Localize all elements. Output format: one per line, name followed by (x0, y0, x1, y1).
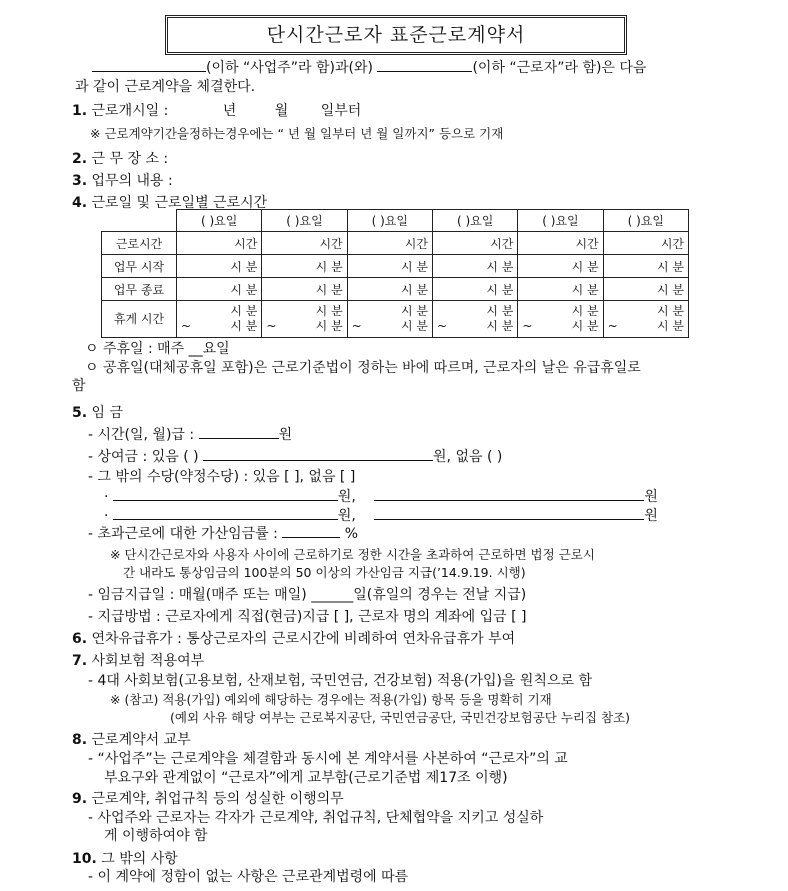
won-unit: 원, (337, 489, 356, 505)
day-header[interactable]: ( )요일 (518, 210, 603, 232)
break-cell[interactable] (347, 301, 432, 338)
section-label: 근로계약서 교부 (91, 732, 191, 748)
bonus-blank[interactable] (203, 447, 433, 461)
break-end: 시 분 (400, 319, 428, 333)
end-cell[interactable]: 시 분 (347, 278, 432, 301)
intro-line-1 (92, 57, 646, 77)
duty-line-2: 게 이행하여야 함 (104, 828, 208, 844)
section-3 (72, 170, 173, 190)
allowance-value-blank[interactable] (374, 487, 644, 501)
hours-cell[interactable]: 시간 (347, 232, 432, 255)
row-header: 휴게 시간 (102, 301, 177, 338)
break-end: 시 분 (315, 319, 343, 333)
hours-cell[interactable]: 시간 (177, 232, 262, 255)
year-unit: 년 (222, 103, 237, 119)
intro-worker-text: (이하 “근로자”라 함)은 다음 (472, 60, 647, 76)
delivery-line-1: - “사업주”는 근로계약을 체결함과 동시에 본 계약서를 사본하여 “근로자”의 교 (88, 751, 568, 767)
break-end: 시 분 (486, 319, 514, 333)
employer-blank[interactable] (92, 58, 206, 72)
section-1-note: ※ 근로계약기간을정하는경우에는 “ 년 월 일부터 년 월 일까지” 등으로 기재 (90, 126, 504, 141)
other-line-1: - 이 계약에 정함이 없는 사항은 근로관계법령에 따름 (88, 869, 409, 885)
work-schedule-table (101, 209, 689, 338)
table-row (102, 232, 689, 255)
section-number: 1. (72, 103, 88, 119)
section-9 (72, 788, 344, 808)
break-start: 시 분 (315, 304, 343, 318)
section-label: 근 무 장 소 : (91, 151, 169, 167)
break-cell[interactable] (177, 301, 262, 338)
break-start: 시 분 (486, 304, 514, 318)
payday-line: - 임금지급일 : 매월(매주 또는 매일) ______일(휴일의 경우는 전날 지급) (88, 587, 527, 603)
hours-cell[interactable]: 시간 (262, 232, 347, 255)
day-from: 일부터 (320, 103, 362, 119)
section-number: 9. (72, 791, 88, 807)
section-label: 임 금 (91, 405, 124, 421)
section-6 (72, 628, 515, 648)
break-start: 시 분 (657, 304, 684, 318)
allowance-line: - 그 밖의 수당(약정수당) : 있음 [ ], 없음 [ ] (88, 469, 356, 485)
public-holiday-line-2: 함 (72, 378, 86, 394)
section-7 (72, 650, 204, 670)
break-end: 시 분 (571, 319, 599, 333)
section-number: 4. (72, 195, 88, 211)
bullet-dot: · (104, 489, 109, 505)
row-header: 업무 종료 (102, 278, 177, 301)
section-10 (72, 848, 178, 868)
wage-label: - 시간(일, 월)급 : (88, 427, 195, 443)
public-holiday-line-1: ㅇ 공휴일(대체공휴일 포함)은 근로기준법이 정하는 바에 따르며, 근로자의 날은 유급휴일로 (85, 360, 641, 376)
wage-unit: 원 (278, 427, 293, 443)
overtime-note-2: 간 내라도 통상임금의 100분의 50 이상의 가산임금 지급(’14.9.19. 시행) (123, 565, 526, 580)
allowance-value-blank[interactable] (374, 506, 644, 520)
start-cell[interactable]: 시 분 (177, 255, 262, 278)
section-number: 10. (72, 851, 97, 867)
section-label: 업무의 내용 : (91, 173, 173, 189)
hours-cell[interactable]: 시간 (518, 232, 603, 255)
wage-line (88, 424, 292, 444)
won-unit: 원, (337, 508, 356, 524)
tilde: ~ (351, 319, 362, 333)
break-start: 시 분 (400, 304, 428, 318)
percent-unit: % (344, 526, 359, 542)
end-cell[interactable]: 시 분 (432, 278, 517, 301)
section-1 (72, 100, 361, 120)
hours-cell[interactable]: 시간 (603, 232, 688, 255)
bonus-label: - 상여금 : 있음 ( ) (88, 449, 199, 465)
tilde: ~ (181, 319, 192, 333)
bullet-dot: · (104, 508, 109, 524)
overtime-note-1: ※ 단시간근로자와 사용자 사이에 근로하기로 정한 시간을 초과하여 근로하면 법정 근로시 (110, 547, 595, 562)
intro-employer-text: (이하 “사업주”라 함)과(와) (206, 60, 373, 76)
section-label: 그 밖의 사항 (101, 851, 178, 867)
worker-blank[interactable] (377, 58, 472, 72)
month-unit: 월 (274, 103, 289, 119)
table-row (102, 278, 689, 301)
day-header[interactable]: ( )요일 (432, 210, 517, 232)
tilde: ~ (522, 319, 533, 333)
break-start: 시 분 (230, 304, 258, 318)
corner-cell (102, 210, 177, 232)
day-header[interactable]: ( )요일 (177, 210, 262, 232)
end-cell[interactable]: 시 분 (262, 278, 347, 301)
day-header[interactable]: ( )요일 (262, 210, 347, 232)
allowance-row-2 (104, 505, 658, 525)
tilde: ~ (607, 319, 618, 333)
table-header-row (102, 210, 689, 232)
insurance-line-3: (예외 사유 해당 여부는 근로복지공단, 국민연금공단, 국민건강보험공단 누리집 참조) (170, 710, 631, 725)
section-label: 근로일 및 근로일별 근로시간 (91, 195, 268, 211)
allowance-name-blank[interactable] (113, 506, 338, 520)
end-cell[interactable]: 시 분 (518, 278, 603, 301)
row-header: 근로시간 (102, 232, 177, 255)
won-unit: 원 (644, 508, 658, 524)
hours-cell[interactable]: 시간 (432, 232, 517, 255)
insurance-line-2: ※ (참고) 적용(가입) 예외에 해당하는 경우에는 적용(가입) 항목 등을 명확히 기재 (110, 692, 552, 707)
start-cell[interactable]: 시 분 (347, 255, 432, 278)
end-cell[interactable]: 시 분 (603, 278, 688, 301)
section-label: 사회보험 적용여부 (91, 653, 205, 669)
start-cell[interactable]: 시 분 (518, 255, 603, 278)
won-unit: 원 (644, 489, 658, 505)
section-8 (72, 729, 191, 749)
allowance-row-1 (104, 486, 658, 506)
tilde: ~ (266, 319, 277, 333)
start-cell[interactable]: 시 분 (603, 255, 688, 278)
break-end: 시 분 (657, 319, 684, 333)
section-5 (72, 402, 123, 422)
day-header[interactable]: ( )요일 (347, 210, 432, 232)
break-cell[interactable] (603, 301, 688, 338)
tilde: ~ (436, 319, 448, 333)
table-row (102, 255, 689, 278)
section-number: 3. (72, 173, 88, 189)
break-end: 시 분 (230, 319, 258, 333)
start-cell[interactable]: 시 분 (262, 255, 347, 278)
document-title: 단시간근로자 표준근로계약서 (165, 15, 627, 55)
section-number: 7. (72, 653, 88, 669)
start-cell[interactable]: 시 분 (432, 255, 517, 278)
day-header[interactable]: ( )요일 (603, 210, 688, 232)
section-number: 8. (72, 732, 88, 748)
section-label: 근로계약, 취업규칙 등의 성실한 이행의무 (91, 791, 344, 807)
bonus-line (88, 446, 502, 466)
break-cell[interactable] (518, 301, 603, 338)
weekly-holiday: ㅇ 주휴일 : 매주 __요일 (85, 341, 230, 357)
section-number: 2. (72, 151, 88, 167)
duty-line-1: - 사업주와 근로자는 각자가 근로계약, 취업규칙, 단체협약을 지키고 성실하 (88, 810, 544, 826)
delivery-line-2: 부요구와 관계없이 “근로자”에게 교부함(근로기준법 제17조 이행) (104, 770, 508, 786)
section-label: 근로개시일 : (91, 103, 169, 119)
row-header: 업무 시작 (102, 255, 177, 278)
break-cell[interactable] (432, 301, 517, 338)
section-2 (72, 148, 168, 168)
end-cell[interactable]: 시 분 (177, 278, 262, 301)
pay-method-line: - 지급방법 : 근로자에게 직접(현금)지급 [ ], 근로자 명의 계좌에 입금 [ ] (88, 609, 527, 625)
wage-blank[interactable] (199, 425, 279, 439)
section-label: 연차유급휴가 : 통상근로자의 근로시간에 비례하여 연차유급휴가 부여 (91, 631, 516, 647)
section-number: 6. (72, 631, 88, 647)
overtime-label: - 초과근로에 대한 가산임금률 : (88, 526, 278, 542)
insurance-line-1: - 4대 사회보험(고용보험, 산재보험, 국민연금, 건강보험) 적용(가입)을 원칙으로 함 (88, 673, 593, 689)
intro-line-2: 과 같이 근로계약을 체결한다. (75, 79, 256, 95)
overtime-line (88, 523, 358, 543)
bonus-unit: 원, 없음 ( ) (433, 449, 503, 465)
section-number: 5. (72, 405, 88, 421)
break-cell[interactable] (262, 301, 347, 338)
table-row (102, 301, 689, 338)
allowance-name-blank[interactable] (113, 487, 338, 501)
break-start: 시 분 (571, 304, 599, 318)
overtime-rate-blank[interactable] (282, 524, 340, 538)
